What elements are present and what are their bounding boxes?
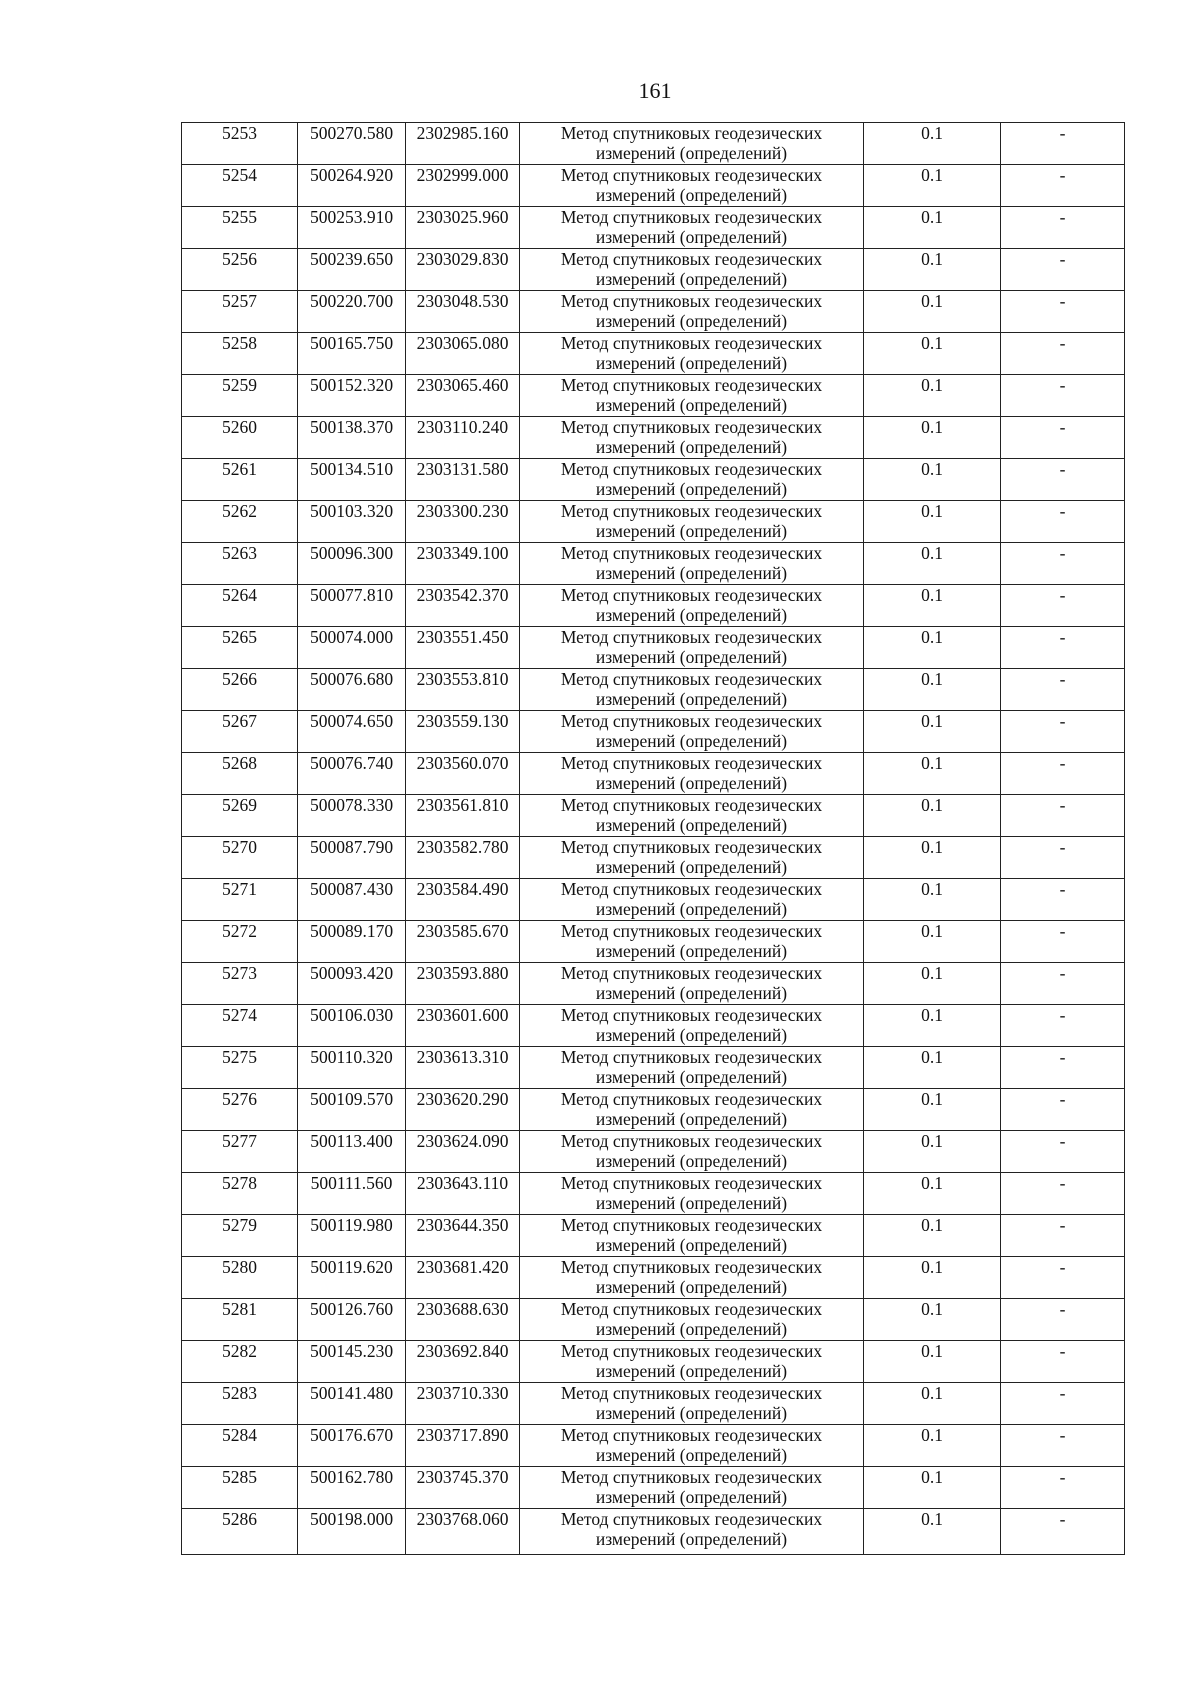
method-cell: Метод спутниковых геодезических измерений (определений) <box>520 837 864 879</box>
x-coordinate-cell: 500119.620 <box>298 1257 406 1299</box>
table-row <box>182 669 1125 711</box>
table-row <box>182 711 1125 753</box>
accuracy-cell: 0.1 <box>864 1005 1001 1047</box>
point-number-cell: 5279 <box>182 1215 298 1257</box>
point-number-cell: 5264 <box>182 585 298 627</box>
table-row <box>182 921 1125 963</box>
accuracy-cell: 0.1 <box>864 1047 1001 1089</box>
table-row <box>182 1089 1125 1131</box>
accuracy-cell: 0.1 <box>864 165 1001 207</box>
point-number-cell: 5274 <box>182 1005 298 1047</box>
method-cell: Метод спутниковых геодезических измерений (определений) <box>520 1005 864 1047</box>
y-coordinate-cell: 2303717.890 <box>406 1425 520 1467</box>
method-cell: Метод спутниковых геодезических измерений (определений) <box>520 963 864 1005</box>
table-row <box>182 543 1125 585</box>
table-row <box>182 1383 1125 1425</box>
point-number-cell: 5257 <box>182 291 298 333</box>
point-number-cell: 5259 <box>182 375 298 417</box>
table-row <box>182 1257 1125 1299</box>
accuracy-cell: 0.1 <box>864 1173 1001 1215</box>
table-row <box>182 879 1125 921</box>
table-row <box>182 1467 1125 1509</box>
y-coordinate-cell: 2303542.370 <box>406 585 520 627</box>
table-row <box>182 123 1125 165</box>
note-cell: - <box>1001 1257 1125 1299</box>
y-coordinate-cell: 2303745.370 <box>406 1467 520 1509</box>
method-cell: Метод спутниковых геодезических измерений (определений) <box>520 879 864 921</box>
x-coordinate-cell: 500119.980 <box>298 1215 406 1257</box>
y-coordinate-cell: 2303768.060 <box>406 1509 520 1555</box>
x-coordinate-cell: 500078.330 <box>298 795 406 837</box>
x-coordinate-cell: 500145.230 <box>298 1341 406 1383</box>
point-number-cell: 5275 <box>182 1047 298 1089</box>
method-cell: Метод спутниковых геодезических измерений (определений) <box>520 921 864 963</box>
x-coordinate-cell: 500152.320 <box>298 375 406 417</box>
note-cell: - <box>1001 879 1125 921</box>
accuracy-cell: 0.1 <box>864 501 1001 543</box>
y-coordinate-cell: 2303593.880 <box>406 963 520 1005</box>
accuracy-cell: 0.1 <box>864 543 1001 585</box>
x-coordinate-cell: 500076.740 <box>298 753 406 795</box>
method-cell: Метод спутниковых геодезических измерений (определений) <box>520 669 864 711</box>
accuracy-cell: 0.1 <box>864 669 1001 711</box>
y-coordinate-cell: 2303065.080 <box>406 333 520 375</box>
table-row <box>182 795 1125 837</box>
method-cell: Метод спутниковых геодезических измерений (определений) <box>520 501 864 543</box>
x-coordinate-cell: 500087.430 <box>298 879 406 921</box>
point-number-cell: 5266 <box>182 669 298 711</box>
table-row <box>182 1005 1125 1047</box>
method-cell: Метод спутниковых геодезических измерений (определений) <box>520 1215 864 1257</box>
note-cell: - <box>1001 249 1125 291</box>
y-coordinate-cell: 2303551.450 <box>406 627 520 669</box>
method-cell: Метод спутниковых геодезических измерений (определений) <box>520 375 864 417</box>
point-number-cell: 5282 <box>182 1341 298 1383</box>
note-cell: - <box>1001 1047 1125 1089</box>
table-row <box>182 249 1125 291</box>
page-number: 161 <box>638 78 672 103</box>
accuracy-cell: 0.1 <box>864 1257 1001 1299</box>
note-cell: - <box>1001 123 1125 165</box>
y-coordinate-cell: 2303710.330 <box>406 1383 520 1425</box>
x-coordinate-cell: 500126.760 <box>298 1299 406 1341</box>
point-number-cell: 5286 <box>182 1509 298 1555</box>
accuracy-cell: 0.1 <box>864 1299 1001 1341</box>
table-row <box>182 1299 1125 1341</box>
point-number-cell: 5268 <box>182 753 298 795</box>
x-coordinate-cell: 500165.750 <box>298 333 406 375</box>
x-coordinate-cell: 500077.810 <box>298 585 406 627</box>
table-row <box>182 753 1125 795</box>
coordinates-table <box>181 122 1125 1555</box>
accuracy-cell: 0.1 <box>864 123 1001 165</box>
method-cell: Метод спутниковых геодезических измерений (определений) <box>520 1383 864 1425</box>
accuracy-cell: 0.1 <box>864 459 1001 501</box>
note-cell: - <box>1001 1131 1125 1173</box>
y-coordinate-cell: 2303553.810 <box>406 669 520 711</box>
point-number-cell: 5258 <box>182 333 298 375</box>
x-coordinate-cell: 500096.300 <box>298 543 406 585</box>
accuracy-cell: 0.1 <box>864 879 1001 921</box>
y-coordinate-cell: 2303681.420 <box>406 1257 520 1299</box>
table-row <box>182 1215 1125 1257</box>
accuracy-cell: 0.1 <box>864 585 1001 627</box>
method-cell: Метод спутниковых геодезических измерений (определений) <box>520 333 864 375</box>
accuracy-cell: 0.1 <box>864 837 1001 879</box>
point-number-cell: 5262 <box>182 501 298 543</box>
note-cell: - <box>1001 669 1125 711</box>
note-cell: - <box>1001 165 1125 207</box>
table-row <box>182 627 1125 669</box>
method-cell: Метод спутниковых геодезических измерений (определений) <box>520 459 864 501</box>
note-cell: - <box>1001 543 1125 585</box>
point-number-cell: 5281 <box>182 1299 298 1341</box>
accuracy-cell: 0.1 <box>864 207 1001 249</box>
table-row <box>182 165 1125 207</box>
x-coordinate-cell: 500141.480 <box>298 1383 406 1425</box>
y-coordinate-cell: 2303620.290 <box>406 1089 520 1131</box>
table-row <box>182 837 1125 879</box>
x-coordinate-cell: 500162.780 <box>298 1467 406 1509</box>
y-coordinate-cell: 2303585.670 <box>406 921 520 963</box>
x-coordinate-cell: 500093.420 <box>298 963 406 1005</box>
point-number-cell: 5255 <box>182 207 298 249</box>
accuracy-cell: 0.1 <box>864 375 1001 417</box>
point-number-cell: 5253 <box>182 123 298 165</box>
point-number-cell: 5270 <box>182 837 298 879</box>
coordinates-table-body <box>182 123 1125 1555</box>
y-coordinate-cell: 2303131.580 <box>406 459 520 501</box>
x-coordinate-cell: 500138.370 <box>298 417 406 459</box>
point-number-cell: 5261 <box>182 459 298 501</box>
point-number-cell: 5260 <box>182 417 298 459</box>
point-number-cell: 5254 <box>182 165 298 207</box>
point-number-cell: 5285 <box>182 1467 298 1509</box>
point-number-cell: 5263 <box>182 543 298 585</box>
note-cell: - <box>1001 1425 1125 1467</box>
method-cell: Метод спутниковых геодезических измерений (определений) <box>520 543 864 585</box>
note-cell: - <box>1001 1299 1125 1341</box>
note-cell: - <box>1001 1467 1125 1509</box>
y-coordinate-cell: 2302999.000 <box>406 165 520 207</box>
note-cell: - <box>1001 795 1125 837</box>
accuracy-cell: 0.1 <box>864 963 1001 1005</box>
y-coordinate-cell: 2303561.810 <box>406 795 520 837</box>
x-coordinate-cell: 500089.170 <box>298 921 406 963</box>
point-number-cell: 5265 <box>182 627 298 669</box>
table-row <box>182 963 1125 1005</box>
method-cell: Метод спутниковых геодезических измерений (определений) <box>520 123 864 165</box>
note-cell: - <box>1001 501 1125 543</box>
y-coordinate-cell: 2303582.780 <box>406 837 520 879</box>
method-cell: Метод спутниковых геодезических измерений (определений) <box>520 1509 864 1555</box>
accuracy-cell: 0.1 <box>864 1341 1001 1383</box>
point-number-cell: 5277 <box>182 1131 298 1173</box>
method-cell: Метод спутниковых геодезических измерений (определений) <box>520 1341 864 1383</box>
table-row <box>182 1131 1125 1173</box>
note-cell: - <box>1001 1215 1125 1257</box>
method-cell: Метод спутниковых геодезических измерений (определений) <box>520 795 864 837</box>
x-coordinate-cell: 500220.700 <box>298 291 406 333</box>
y-coordinate-cell: 2303559.130 <box>406 711 520 753</box>
note-cell: - <box>1001 1089 1125 1131</box>
method-cell: Метод спутниковых геодезических измерений (определений) <box>520 753 864 795</box>
y-coordinate-cell: 2303584.490 <box>406 879 520 921</box>
x-coordinate-cell: 500074.650 <box>298 711 406 753</box>
note-cell: - <box>1001 963 1125 1005</box>
accuracy-cell: 0.1 <box>864 795 1001 837</box>
accuracy-cell: 0.1 <box>864 249 1001 291</box>
accuracy-cell: 0.1 <box>864 1467 1001 1509</box>
method-cell: Метод спутниковых геодезических измерений (определений) <box>520 627 864 669</box>
x-coordinate-cell: 500103.320 <box>298 501 406 543</box>
y-coordinate-cell: 2303624.090 <box>406 1131 520 1173</box>
x-coordinate-cell: 500110.320 <box>298 1047 406 1089</box>
note-cell: - <box>1001 207 1125 249</box>
x-coordinate-cell: 500239.650 <box>298 249 406 291</box>
y-coordinate-cell: 2303110.240 <box>406 417 520 459</box>
method-cell: Метод спутниковых геодезических измерений (определений) <box>520 249 864 291</box>
table-row <box>182 459 1125 501</box>
y-coordinate-cell: 2303560.070 <box>406 753 520 795</box>
method-cell: Метод спутниковых геодезических измерений (определений) <box>520 1173 864 1215</box>
point-number-cell: 5256 <box>182 249 298 291</box>
point-number-cell: 5276 <box>182 1089 298 1131</box>
accuracy-cell: 0.1 <box>864 921 1001 963</box>
table-row <box>182 291 1125 333</box>
y-coordinate-cell: 2303613.310 <box>406 1047 520 1089</box>
note-cell: - <box>1001 1509 1125 1555</box>
note-cell: - <box>1001 1383 1125 1425</box>
y-coordinate-cell: 2303065.460 <box>406 375 520 417</box>
note-cell: - <box>1001 291 1125 333</box>
point-number-cell: 5267 <box>182 711 298 753</box>
x-coordinate-cell: 500253.910 <box>298 207 406 249</box>
method-cell: Метод спутниковых геодезических измерений (определений) <box>520 1047 864 1089</box>
table-row <box>182 333 1125 375</box>
y-coordinate-cell: 2303643.110 <box>406 1173 520 1215</box>
table-row <box>182 585 1125 627</box>
method-cell: Метод спутниковых геодезических измерений (определений) <box>520 165 864 207</box>
table-row <box>182 1047 1125 1089</box>
point-number-cell: 5284 <box>182 1425 298 1467</box>
note-cell: - <box>1001 459 1125 501</box>
accuracy-cell: 0.1 <box>864 711 1001 753</box>
y-coordinate-cell: 2303300.230 <box>406 501 520 543</box>
x-coordinate-cell: 500111.560 <box>298 1173 406 1215</box>
y-coordinate-cell: 2303029.830 <box>406 249 520 291</box>
accuracy-cell: 0.1 <box>864 753 1001 795</box>
accuracy-cell: 0.1 <box>864 1425 1001 1467</box>
note-cell: - <box>1001 333 1125 375</box>
table-row <box>182 1509 1125 1555</box>
accuracy-cell: 0.1 <box>864 333 1001 375</box>
method-cell: Метод спутниковых геодезических измерений (определений) <box>520 291 864 333</box>
note-cell: - <box>1001 1341 1125 1383</box>
point-number-cell: 5280 <box>182 1257 298 1299</box>
method-cell: Метод спутниковых геодезических измерений (определений) <box>520 417 864 459</box>
x-coordinate-cell: 500076.680 <box>298 669 406 711</box>
method-cell: Метод спутниковых геодезических измерений (определений) <box>520 1467 864 1509</box>
accuracy-cell: 0.1 <box>864 627 1001 669</box>
table-row <box>182 501 1125 543</box>
point-number-cell: 5269 <box>182 795 298 837</box>
method-cell: Метод спутниковых геодезических измерений (определений) <box>520 1425 864 1467</box>
note-cell: - <box>1001 375 1125 417</box>
x-coordinate-cell: 500106.030 <box>298 1005 406 1047</box>
x-coordinate-cell: 500113.400 <box>298 1131 406 1173</box>
method-cell: Метод спутниковых геодезических измерений (определений) <box>520 1089 864 1131</box>
method-cell: Метод спутниковых геодезических измерений (определений) <box>520 207 864 249</box>
table-row <box>182 417 1125 459</box>
y-coordinate-cell: 2303644.350 <box>406 1215 520 1257</box>
method-cell: Метод спутниковых геодезических измерений (определений) <box>520 1257 864 1299</box>
y-coordinate-cell: 2303688.630 <box>406 1299 520 1341</box>
point-number-cell: 5273 <box>182 963 298 1005</box>
table-row <box>182 1341 1125 1383</box>
point-number-cell: 5272 <box>182 921 298 963</box>
x-coordinate-cell: 500074.000 <box>298 627 406 669</box>
x-coordinate-cell: 500109.570 <box>298 1089 406 1131</box>
table-row <box>182 375 1125 417</box>
note-cell: - <box>1001 837 1125 879</box>
accuracy-cell: 0.1 <box>864 291 1001 333</box>
point-number-cell: 5283 <box>182 1383 298 1425</box>
accuracy-cell: 0.1 <box>864 417 1001 459</box>
table-row <box>182 207 1125 249</box>
note-cell: - <box>1001 711 1125 753</box>
method-cell: Метод спутниковых геодезических измерений (определений) <box>520 1131 864 1173</box>
y-coordinate-cell: 2303692.840 <box>406 1341 520 1383</box>
y-coordinate-cell: 2303349.100 <box>406 543 520 585</box>
accuracy-cell: 0.1 <box>864 1215 1001 1257</box>
note-cell: - <box>1001 627 1125 669</box>
y-coordinate-cell: 2303601.600 <box>406 1005 520 1047</box>
accuracy-cell: 0.1 <box>864 1383 1001 1425</box>
x-coordinate-cell: 500176.670 <box>298 1425 406 1467</box>
point-number-cell: 5278 <box>182 1173 298 1215</box>
x-coordinate-cell: 500134.510 <box>298 459 406 501</box>
note-cell: - <box>1001 1173 1125 1215</box>
method-cell: Метод спутниковых геодезических измерений (определений) <box>520 585 864 627</box>
y-coordinate-cell: 2303025.960 <box>406 207 520 249</box>
accuracy-cell: 0.1 <box>864 1089 1001 1131</box>
y-coordinate-cell: 2302985.160 <box>406 123 520 165</box>
note-cell: - <box>1001 753 1125 795</box>
note-cell: - <box>1001 585 1125 627</box>
table-row <box>182 1173 1125 1215</box>
note-cell: - <box>1001 1005 1125 1047</box>
x-coordinate-cell: 500270.580 <box>298 123 406 165</box>
x-coordinate-cell: 500198.000 <box>298 1509 406 1555</box>
x-coordinate-cell: 500264.920 <box>298 165 406 207</box>
note-cell: - <box>1001 921 1125 963</box>
table-row <box>182 1425 1125 1467</box>
point-number-cell: 5271 <box>182 879 298 921</box>
method-cell: Метод спутниковых геодезических измерений (определений) <box>520 711 864 753</box>
x-coordinate-cell: 500087.790 <box>298 837 406 879</box>
accuracy-cell: 0.1 <box>864 1509 1001 1555</box>
y-coordinate-cell: 2303048.530 <box>406 291 520 333</box>
note-cell: - <box>1001 417 1125 459</box>
method-cell: Метод спутниковых геодезических измерений (определений) <box>520 1299 864 1341</box>
accuracy-cell: 0.1 <box>864 1131 1001 1173</box>
